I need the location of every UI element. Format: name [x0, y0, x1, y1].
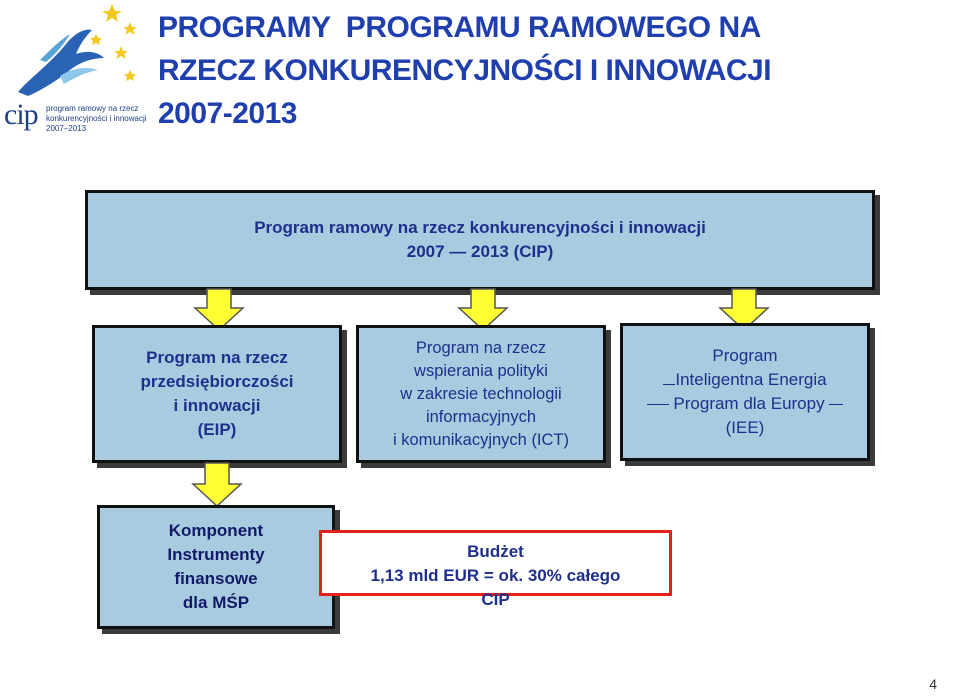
logo-caption-line: konkurencyjności i innowacji [46, 114, 147, 123]
logo-abbr: cip [4, 98, 38, 131]
page-number: 4 [929, 676, 937, 692]
program-line: Program na rzecz [146, 348, 288, 367]
component-line: Komponent [168, 521, 264, 540]
arrow-down-icon [191, 462, 243, 508]
cip-box-line-2: 2007 — 2013 (CIP) [406, 242, 554, 261]
program-line: Inteligentna Energia [647, 368, 842, 392]
program-box-eip [92, 325, 342, 463]
cip-logo [0, 0, 150, 140]
title-line-2: RZECZ KONKURENCYJNOŚCI I INNOWACJI [158, 54, 772, 87]
component-line: finansowe [174, 569, 258, 588]
program-line: informacyjnych [425, 407, 537, 426]
program-line: i komunikacyjnych (ICT) [392, 430, 570, 449]
page-title [158, 6, 948, 135]
program-line: i innowacji [173, 396, 261, 415]
program-line: przedsiębiorczości [140, 372, 294, 391]
budget-suffix: CIP [481, 590, 510, 609]
title-line-3: 2007-2013 [158, 97, 297, 130]
cip-box-line-1: Program ramowy na rzecz konkurencyjności i innowacji [254, 218, 706, 237]
budget-title: Budżet [467, 542, 524, 561]
cip-framework-box [85, 190, 875, 290]
program-line: (IEE) [725, 418, 765, 437]
program-line: Program dla Europy [647, 392, 842, 416]
program-line: Program [712, 346, 778, 365]
program-box-iee [620, 323, 870, 461]
program-line: wspierania polityki [414, 361, 548, 380]
title-line-1: PROGRAMY PROGRAMU RAMOWEGO NA [158, 11, 761, 44]
component-box [97, 505, 335, 629]
logo-caption-line: program ramowy na rzecz [46, 104, 139, 113]
logo-caption-line: 2007–2013 [46, 124, 87, 133]
budget-callout [319, 530, 672, 609]
component-line: Instrumenty [167, 545, 265, 564]
program-line: w zakresie technologii [400, 384, 562, 403]
program-line: (EIP) [197, 420, 237, 439]
logo-caption [46, 104, 147, 134]
budget-amount: 1,13 mld EUR = ok. 30% całego [370, 566, 621, 585]
program-box-ict [356, 325, 606, 463]
component-line: dla MŚP [182, 593, 250, 612]
program-line: Program na rzecz [415, 338, 547, 357]
